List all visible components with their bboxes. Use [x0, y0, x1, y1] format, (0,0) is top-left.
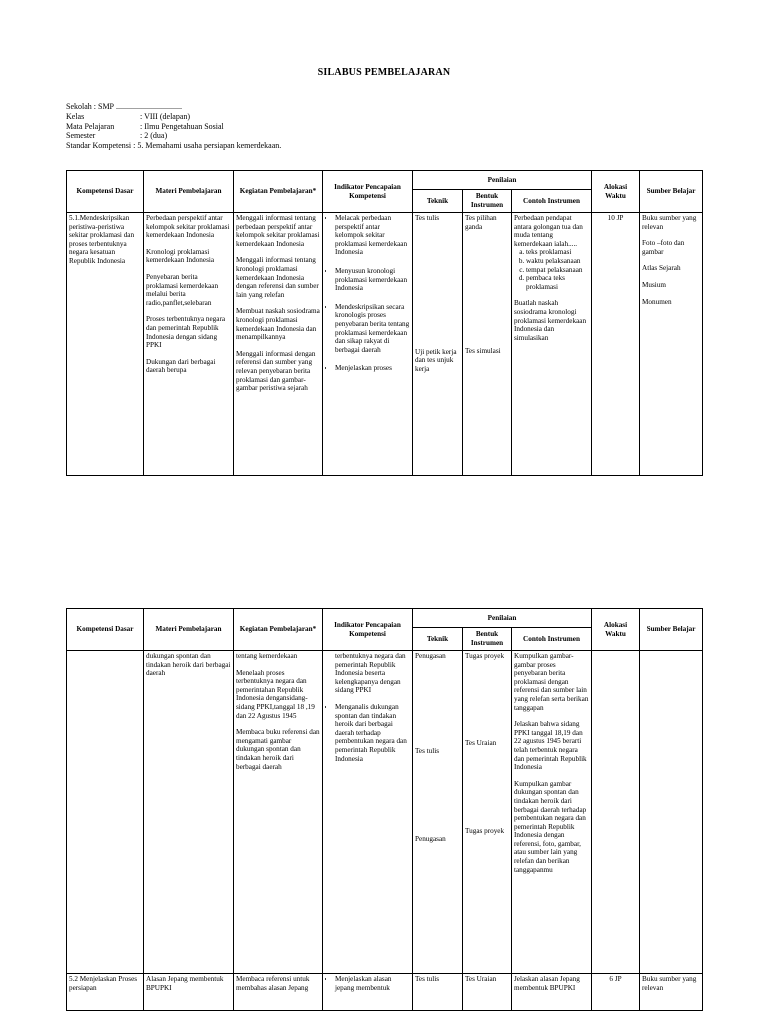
indikator-cell	[323, 651, 413, 974]
info-value: : Ilmu Pengetahuan Sosial	[140, 121, 224, 131]
sumber-cell	[640, 651, 703, 974]
kd-cell	[67, 213, 144, 476]
kd-cell	[67, 974, 144, 1011]
info-value: .................................	[116, 102, 183, 111]
contoh-cell	[512, 213, 592, 476]
info-label: Standar Kompetensi	[66, 141, 132, 151]
bentuk-item: Tes simulasi	[465, 347, 501, 356]
header-penilaian: Penilaian	[413, 609, 592, 628]
header-indikator: Indikator Pencapaian Kompetensi	[323, 609, 413, 651]
materi-item: Alasan Jepang membentuk BPUPKI	[146, 975, 224, 992]
kegiatan-cell	[234, 213, 323, 476]
materi-cell	[144, 213, 234, 476]
alokasi-cell	[592, 651, 640, 974]
contoh-option: d. pembaca teks proklamasi	[526, 274, 589, 291]
syllabus-table-1	[66, 170, 703, 476]
info-class	[66, 112, 281, 122]
sumber-item: Foto –foto dan gambar	[642, 239, 685, 256]
materi-item: Proses terbentuknya negara dan pemerintah Republik Indonesia dengan sidang PPKI	[146, 315, 226, 350]
kegiatan-item: Membaca referensi untuk membahas alasan Jepang	[236, 975, 310, 992]
header-materi: Materi Pembelajaran	[144, 171, 234, 213]
info-value: : 5. Memahami usaha persiapan kemerdekaan.	[133, 141, 282, 151]
header-penilaian: Penilaian	[413, 171, 592, 190]
indikator-item: • Mendeskripsikan secara kronologis proses penyebaran berita tentang proklamasi kemerdekaan dan sikap rakyat di berbagai daerah	[335, 303, 410, 355]
info-value: : VIII (delapan)	[140, 111, 191, 121]
teknik-cell	[413, 651, 463, 974]
sumber-item: Buku sumber yang relevan	[642, 214, 697, 231]
alokasi-cell	[592, 974, 640, 1011]
header-contoh: Contoh Instrumen	[512, 190, 592, 213]
kd-text: 5.1.Mendeskripsikan peristiwa-peristiwa sekitar proklamasi dan proses terbentuknya negara kesatuan Republik Indonesia	[69, 214, 135, 265]
indikator-item: • Menganalis dukungan spontan dan tindakan heroik dari berbagai daerah terhadap pembentukan negara dan pemerintah Republik Indonesia	[335, 703, 410, 763]
header-teknik: Teknik	[413, 190, 463, 213]
bentuk-cell	[463, 213, 512, 476]
header-kegiatan: Kegiatan Pembelajaran*	[234, 609, 323, 651]
contoh-item: Kumpulkan gambar dukungan spontan dan tindakan heroik dari berbagai daerah terhadap pembentukan negara dan pemerintah Republik Indonesia dengan referensi, foto, gambar, atau sumber lain yang relefan dan berikan tanggapanmu	[514, 779, 587, 874]
materi-cell	[144, 974, 234, 1011]
alokasi-value: 10 JP	[607, 214, 624, 222]
indikator-cell	[323, 213, 413, 476]
materi-item: Dukungan dari berbagai daerah berupa	[146, 357, 216, 375]
indikator-item: • Menyusun kronologi proklamasi kemerdekaan Indonesia	[335, 267, 410, 293]
teknik-item: Tes tulis	[415, 975, 440, 983]
kd-text: 5.2 Menjelaskan Proses persiapan	[69, 975, 138, 992]
materi-cell	[144, 651, 234, 974]
sumber-item: Buku sumber yang relevan	[642, 975, 697, 992]
contoh-item: Jelaskan alasan Jepang membentuk BPUPKI	[514, 975, 580, 992]
indikator-cell	[323, 974, 413, 1011]
kegiatan-item: Menggali informasi tentang kronologi proklamasi kemerdekaan Indonesia dengan referensi dan sumber lain yang relefan	[236, 256, 319, 299]
indikator-item: • Menjelaskan proses	[335, 364, 410, 373]
indikator-item: • Menjelaskan alasan jepang membentuk	[335, 975, 410, 992]
identity-block	[66, 102, 281, 151]
kegiatan-item: Membaca buku referensi dan mengamati gambar dukungan spontan dan tindakan heroik dari berbagai daerah	[236, 728, 320, 771]
kd-cell	[67, 651, 144, 974]
info-label: Semester	[66, 131, 96, 141]
info-label: Mata Pelajaran	[66, 121, 115, 131]
bentuk-item: Tugas proyek	[465, 652, 505, 660]
contoh-cell	[512, 651, 592, 974]
kegiatan-cell	[234, 974, 323, 1011]
contoh-option: b. waktu pelaksanaan	[526, 257, 589, 266]
indikator-item: • Melacak perbedaan perspektif antar kelompok sekitar proklamasi kemerdekaan Indonesia	[335, 214, 410, 257]
header-kompetensi-dasar: Kompetensi Dasar	[67, 171, 144, 213]
teknik-item: Tes tulis	[415, 746, 440, 755]
teknik-item: Uji petik kerja dan tes unjuk kerja	[415, 347, 457, 373]
header-materi: Materi Pembelajaran	[144, 609, 234, 651]
contoh-item: Jelaskan bahwa sidang PPKI tanggal 18,19 dan 22 agustus 1945 berarti telah terbentuk negara dan pemerintah Republik Indonesia	[514, 720, 587, 772]
contoh-intro: Perbedaan pendapat antara golongan tua dan muda tentang kemerdekaan ialah.....	[514, 214, 583, 248]
info-standard	[66, 141, 281, 151]
materi-item: Penyebaran berita proklamasi kemerdekaan melalui berita radio,panflet,selebaran	[146, 272, 219, 307]
info-subject	[66, 122, 281, 132]
syllabus-table-2	[66, 608, 703, 1011]
indikator-item: terbentuknya negara dan pemerintah Republik Indonesia beserta kelengkapanya dengan sidang PPKI	[335, 652, 406, 695]
header-sumber: Sumber Belajar	[640, 171, 703, 213]
bentuk-item: Tes pilihan ganda	[465, 214, 497, 231]
bentuk-cell	[463, 974, 512, 1011]
kegiatan-item: Membuat naskah sosiodrama kronologi proklamasi kemerdekaan Indonesia dan menampilkannya	[236, 307, 320, 342]
teknik-item: Penugasan	[415, 835, 446, 844]
bentuk-item: Tes Uraian	[465, 975, 497, 983]
kegiatan-item: tentang kemerdekaan	[236, 652, 298, 660]
header-alokasi: Alokasi Waktu	[592, 609, 640, 651]
header-bentuk: Bentuk Instrumen	[463, 628, 512, 651]
alokasi-value: 6 JP	[609, 975, 622, 983]
materi-item: Perbedaan perspektif antar kelompok sekitar proklamasi kemerdekaan Indonesia	[146, 214, 230, 240]
bentuk-item: Tugas proyek	[465, 827, 505, 836]
teknik-cell	[413, 213, 463, 476]
kegiatan-item: Menelaah proses terbentuknya negara dan pemerintahan Republik Indonesia dengansidang-sidang PPKI,tanggal 18 ,19 dan 22 Agustus 1945	[236, 668, 315, 720]
header-bentuk: Bentuk Instrumen	[463, 190, 512, 213]
contoh-cell	[512, 974, 592, 1011]
header-indikator: Indikator Pencapaian Kompetensi	[323, 171, 413, 213]
header-kompetensi-dasar: Kompetensi Dasar	[67, 609, 144, 651]
bentuk-item: Tes Uraian	[465, 738, 497, 747]
contoh-option: c. tempat pelaksanaan	[526, 266, 589, 275]
kegiatan-item: Menggali informasi tentang perbedaan perspektif antar kelompok sekitar proklamasi kemerdekaan Indonesia	[236, 214, 320, 248]
bentuk-cell	[463, 651, 512, 974]
info-label: Sekolah : SMP	[66, 102, 115, 111]
header-sumber: Sumber Belajar	[640, 609, 703, 651]
teknik-cell	[413, 974, 463, 1011]
kegiatan-cell	[234, 651, 323, 974]
header-kegiatan: Kegiatan Pembelajaran*	[234, 171, 323, 213]
contoh-task: Buatlah naskah sosiodrama kronologi proklamasi kemerdekaan Indonesia dan simulasikan	[514, 299, 587, 342]
info-label: Kelas	[66, 111, 85, 121]
info-school	[66, 102, 281, 112]
header-alokasi: Alokasi Waktu	[592, 171, 640, 213]
teknik-item: Penugasan	[415, 652, 446, 660]
info-semester	[66, 131, 281, 141]
materi-item: Kronologi proklamasi kemerdekaan Indonesia	[146, 247, 215, 265]
page-title: SILABUS PEMBELAJARAN	[317, 67, 451, 78]
teknik-item: Tes tulis	[415, 214, 440, 222]
sumber-item: Monumen	[642, 297, 672, 306]
contoh-option: a. teks proklamasi	[526, 248, 589, 257]
sumber-cell	[640, 974, 703, 1011]
info-value: : 2 (dua)	[140, 131, 168, 141]
alokasi-cell	[592, 213, 640, 476]
header-contoh: Contoh Instrumen	[512, 628, 592, 651]
sumber-item: Musium	[642, 280, 666, 289]
sumber-item: Atlas Sejarah	[642, 264, 681, 273]
contoh-item: Kumpulkan gambar-gambar proses penyebaran berita proklamasi dengan referensi dan sumber lain yang relefan serta berikan tanggapan	[514, 652, 589, 712]
sumber-cell	[640, 213, 703, 476]
materi-item: dukungan spontan dan tindakan heroik dari berbagai daerah	[146, 652, 231, 678]
header-teknik: Teknik	[413, 628, 463, 651]
kegiatan-item: Menggali informasi dengan referensi dan sumber yang relevan penyebaran berita proklamasi dan gambar-gambar peristiwa sejarah	[236, 349, 316, 393]
